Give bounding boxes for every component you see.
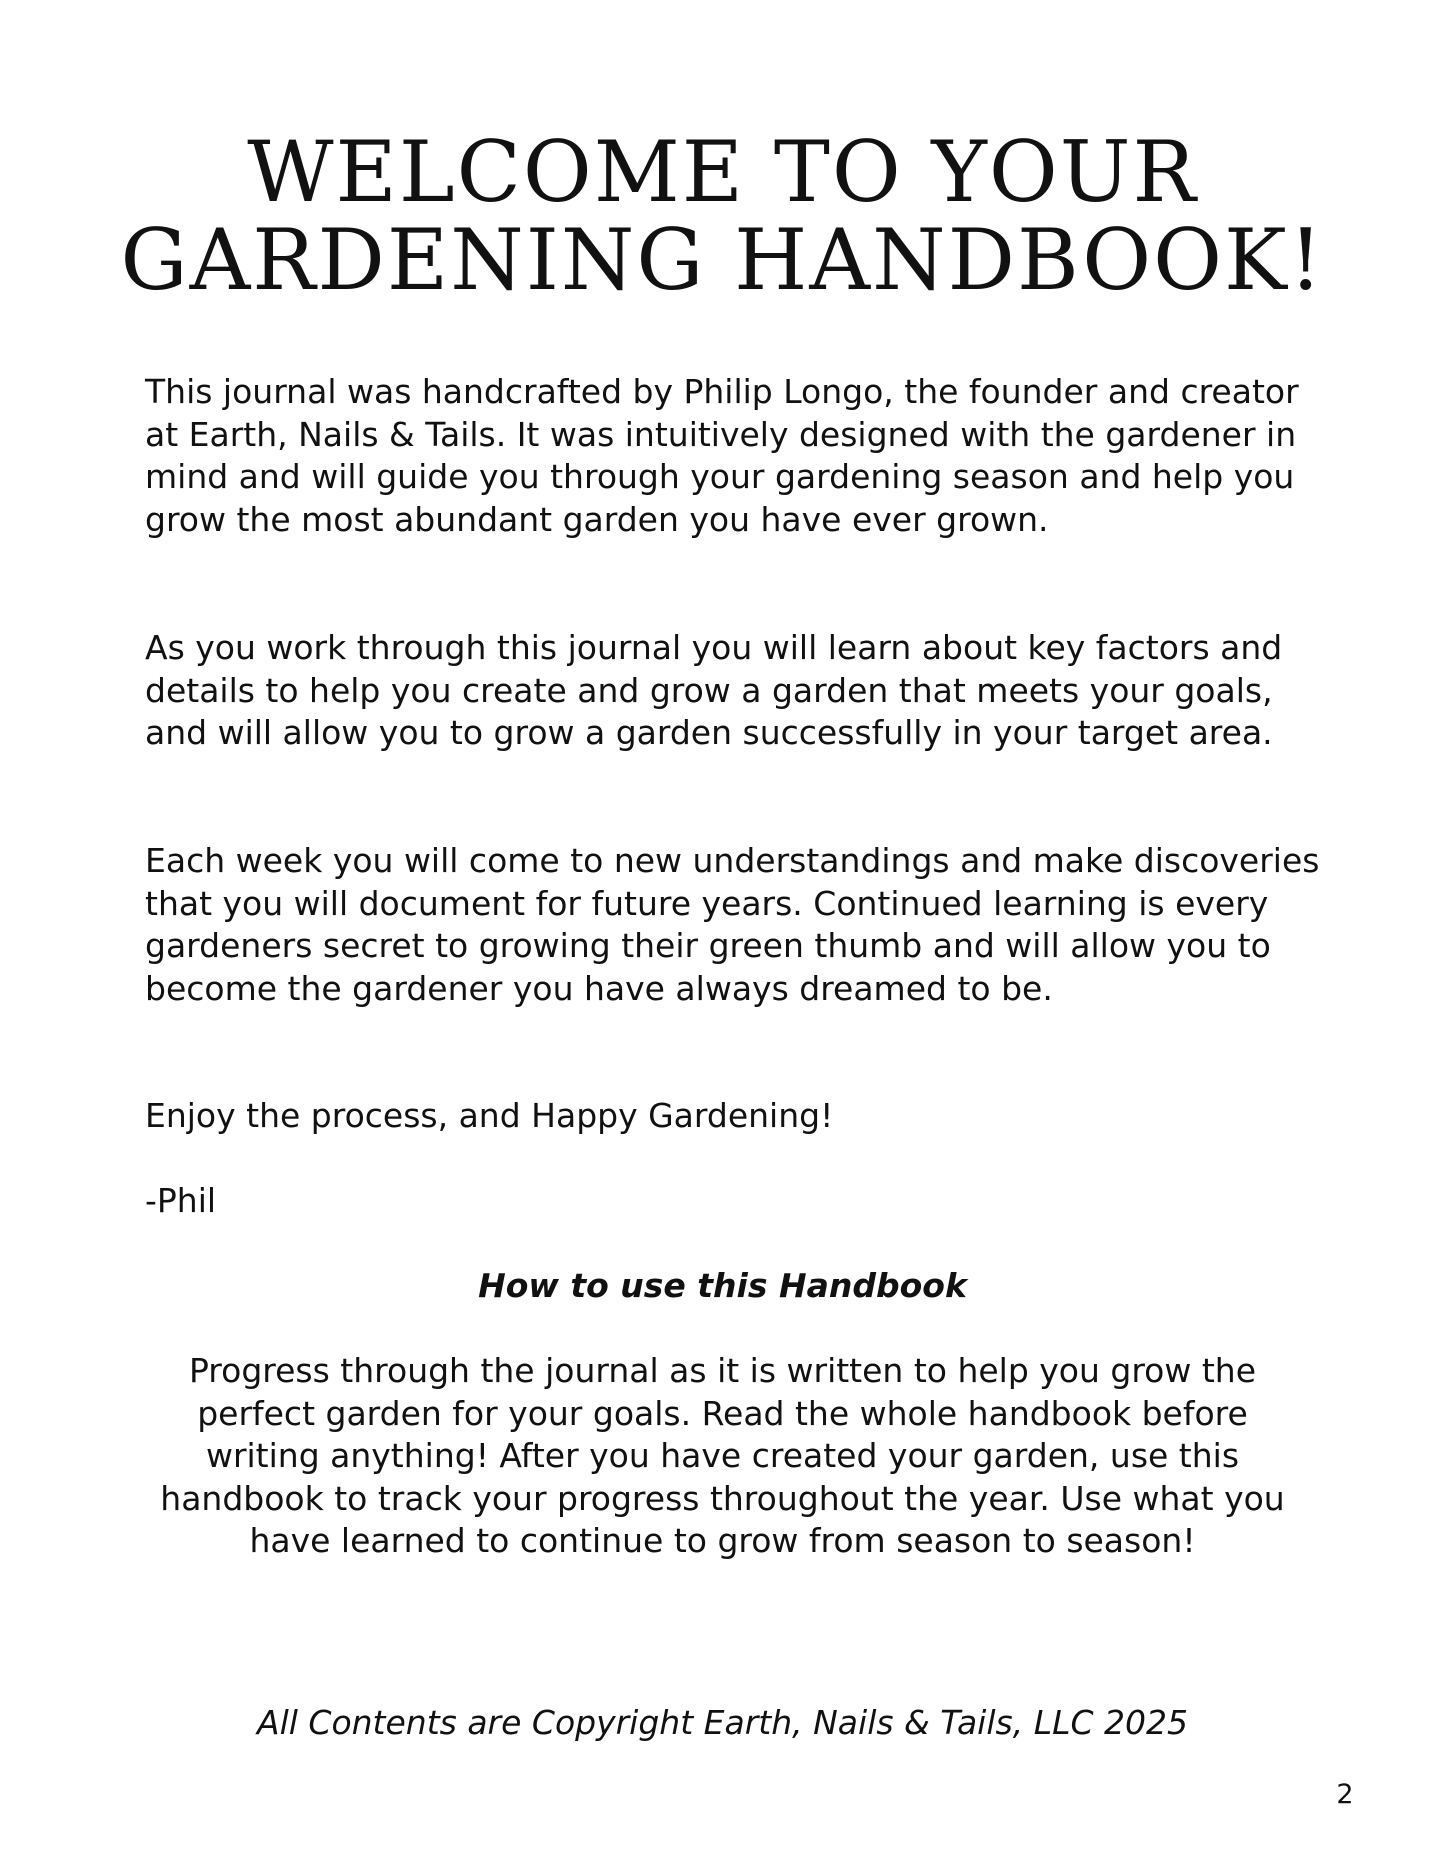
page-title-line-1: WELCOME TO YOUR [247, 123, 1198, 221]
intro-paragraph-2: As you work through this journal you will learn about key factors and details to help you create and grow a garden that meets your goals, and will allow you to grow a garden successfully in your target area. [145, 628, 1283, 752]
page-number: 2 [1336, 1779, 1354, 1810]
intro-paragraph-3: Each week you will come to new understandings and make discoveries that you will document for future years. Continued learning is every gardeners secret to growing their green thumb and will allow you to become the gardener you have always dreamed to be. [145, 841, 1320, 1008]
how-to-use-text: Progress through the journal as it is written to help you grow the perfect garden for your goals. Read the whole handbook before writing anything! After you have created your garden, use this handbook to track your progress throughout the year. Use what you have learned to continue to grow from season to season! [160, 1351, 1285, 1560]
closing-line: Enjoy the process, and Happy Gardening! [145, 1096, 834, 1135]
intro-paragraph-1: This journal was handcrafted by Philip Longo, the founder and creator at Earth, Nails & Tails. It was intuitively designed with the gardener in mind and will guide you through your gardening season and help you grow the most abundant garden you have ever grown. [145, 372, 1299, 539]
signature: -Phil [145, 1181, 217, 1220]
page-title-line-2: GARDENING HANDBOOK! [120, 211, 1325, 309]
page-title [0, 123, 1445, 309]
how-to-use-heading: How to use this Handbook [478, 1266, 967, 1305]
copyright-notice: All Contents are Copyright Earth, Nails & Tails, LLC 2025 [257, 1703, 1188, 1742]
